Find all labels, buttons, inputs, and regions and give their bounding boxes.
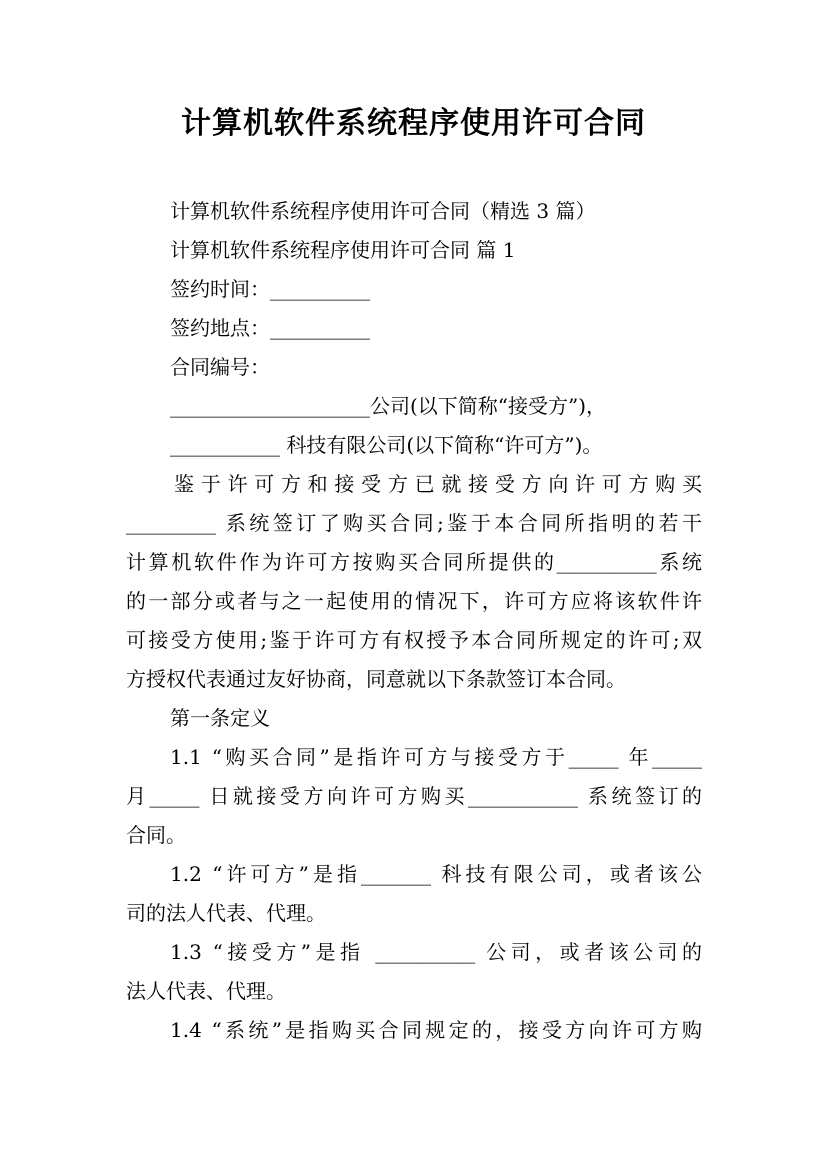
- recital-paragraph-line: _________ 系统签订了购买合同;鉴于本合同所指明的若干: [126, 511, 702, 535]
- clause-line: 1.3 “接受方”是指 __________ 公司，或者该公司的: [170, 940, 702, 964]
- contract-number-field: 合同编号：: [170, 355, 270, 379]
- clause-line: 1.4 “系统”是指购买合同规定的，接受方向许可方购: [170, 1018, 702, 1042]
- signing-place-field: 签约地点：__________: [170, 316, 370, 340]
- clause-line: 1.1 “购买合同”是指许可方与接受方于_____ 年_____: [170, 745, 702, 769]
- recital-paragraph-line: 方授权代表通过友好协商，同意就以下条款签订本合同。: [126, 667, 626, 691]
- document-title: 计算机软件系统程序使用许可合同: [181, 106, 646, 141]
- party-recipient-line: ____________________公司(以下简称“接受方”)，: [170, 394, 607, 418]
- party-licensor-line: ___________ 科技有限公司(以下简称“许可方”)。: [170, 433, 603, 457]
- section-heading: 计算机软件系统程序使用许可合同 篇 1: [170, 238, 516, 262]
- clause-line: 司的法人代表、代理。: [126, 901, 326, 925]
- recital-paragraph-line: 的一部分或者与之一起使用的情况下，许可方应将该软件许: [126, 589, 702, 613]
- recital-paragraph-line: 鉴于许可方和接受方已就接受方向许可方购买: [174, 472, 702, 496]
- article-heading: 第一条定义: [170, 706, 270, 730]
- signing-time-field: 签约时间：__________: [170, 277, 370, 301]
- clause-line: 月_____ 日就接受方向许可方购买___________ 系统签订的: [126, 784, 702, 808]
- recital-paragraph-line: 可接受方使用;鉴于许可方有权授予本合同所规定的许可;双: [126, 628, 702, 652]
- subtitle-line: 计算机软件系统程序使用许可合同（精选 3 篇）: [170, 199, 596, 223]
- clause-line: 1.2 “许可方”是指_______ 科技有限公司，或者该公: [170, 862, 702, 886]
- clause-line: 法人代表、代理。: [126, 979, 286, 1003]
- clause-line: 合同。: [126, 823, 186, 847]
- recital-paragraph-line: 计算机软件作为许可方按购买合同所提供的__________系统: [126, 550, 702, 574]
